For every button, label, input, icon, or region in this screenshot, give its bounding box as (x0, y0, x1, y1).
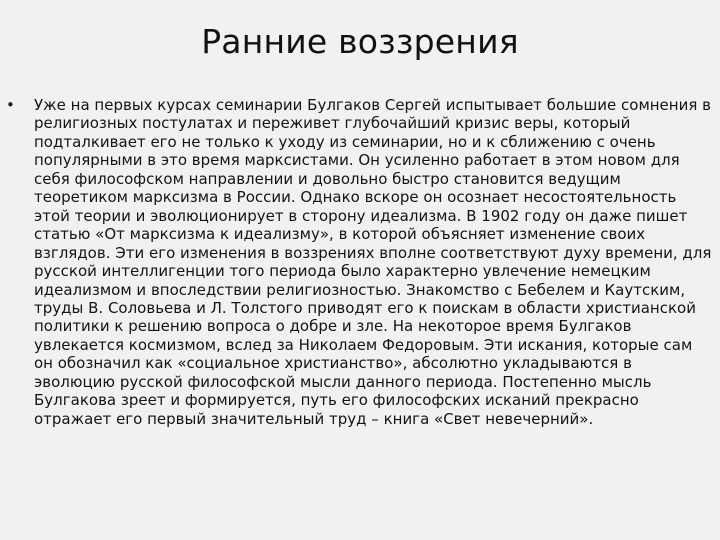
slide-title: Ранние воззрения (201, 22, 519, 61)
slide-paragraph: Уже на первых курсах семинарии Булгаков Сергей испытывает большие сомнения в религиозных постулатах и переживет глубочайший кризис веры, который подталкивает его не только к уходу из семинарии, но и к сближению с очень популярными в это время марксистами. Он усиленно работает в этом новом для себя философском направлении и довольно быстро становится ведущим теоретиком марксизма в России. Однако вскоре он осознает несостоятельность этой теории и эволюционирует в сторону идеализма. В 1902 году он даже пишет статью «От марксизма к идеализму», в которой объясняет изменение своих взглядов. Эти его изменения в воззрениях вполне соответствуют духу времени, для русской интеллигенции того периода было характерно увлечение немецким идеализмом и впоследствии религиозностью. Знакомство с Бебелем и Каутским, труды В. Соловьева и Л. Толстого приводят его к поискам в области христианской политики к решению вопроса о добре и зле. На некоторое время Булгаков увлекается космизмом, вслед за Николаем Федоровым. Эти искания, которые сам он обозначил как «социальное христианство», абсолютно укладываются в эволюцию русской философской мысли данного периода. Постепенно мысль Булгакова зреет и формируется, путь его философских исканий прекрасно отражает его первый значительный труд – книга «Свет невечерний». (34, 96, 712, 428)
bullet-marker: • (6, 96, 15, 114)
